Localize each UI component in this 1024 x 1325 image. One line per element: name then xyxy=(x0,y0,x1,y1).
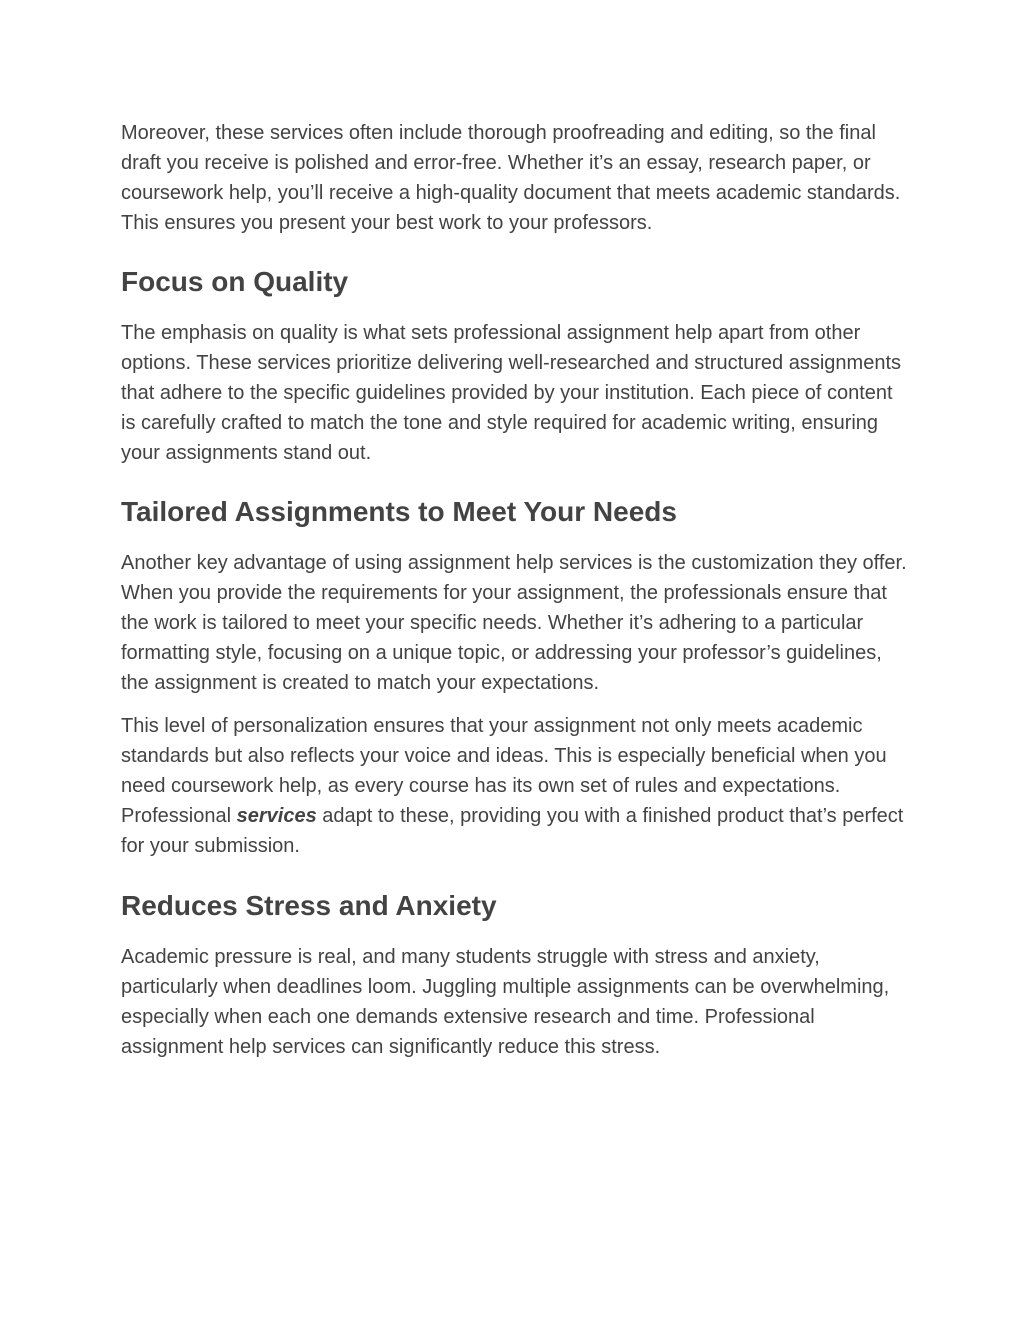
services-emphasis: services xyxy=(236,805,317,827)
paragraph-personalization-start: This level of personalization ensures that your assignment not only meets academic standards but also reflects your voice and ideas. This is especially beneficial when you need coursework help, as every course has its own set of rules and expectations. Professional xyxy=(121,715,887,827)
document-page xyxy=(121,118,911,1062)
paragraph-personalization xyxy=(121,711,911,861)
heading-reduces-stress: Reduces Stress and Anxiety xyxy=(121,890,497,921)
paragraph-stress: Academic pressure is real, and many students struggle with stress and anxiety, particularly when deadlines loom. Juggling multiple assignments can be overwhelming, especially when each one demands extensive research and time. Professional assignment help services can significantly reduce this stress. xyxy=(121,946,890,1058)
heading-tailored-assignments: Tailored Assignments to Meet Your Needs xyxy=(121,496,677,527)
paragraph-customization: Another key advantage of using assignment help services is the customization they offer. When you provide the requirements for your assignment, the professionals ensure that the work is tailored to meet your specific needs. Whether it’s adhering to a particular formatting style, focusing on a unique topic, or addressing your professor’s guidelines, the assignment is created to match your expectations. xyxy=(121,552,907,694)
paragraph-personalization-end: adapt to these, providing you with a finished product that’s perfect for your submission. xyxy=(121,805,904,857)
paragraph-quality: The emphasis on quality is what sets professional assignment help apart from other options. These services prioritize delivering well-researched and structured assignments that adhere to the specific guidelines provided by your institution. Each piece of content is carefully crafted to match the tone and style required for academic writing, ensuring your assignments stand out. xyxy=(121,322,901,464)
heading-focus-on-quality: Focus on Quality xyxy=(121,266,349,297)
paragraph-proofreading: Moreover, these services often include thorough proofreading and editing, so the final draft you receive is polished and error-free. Whether it’s an essay, research paper, or coursework help, you’ll receive a high-quality document that meets academic standards. This ensures you present your best work to your professors. xyxy=(121,122,901,234)
